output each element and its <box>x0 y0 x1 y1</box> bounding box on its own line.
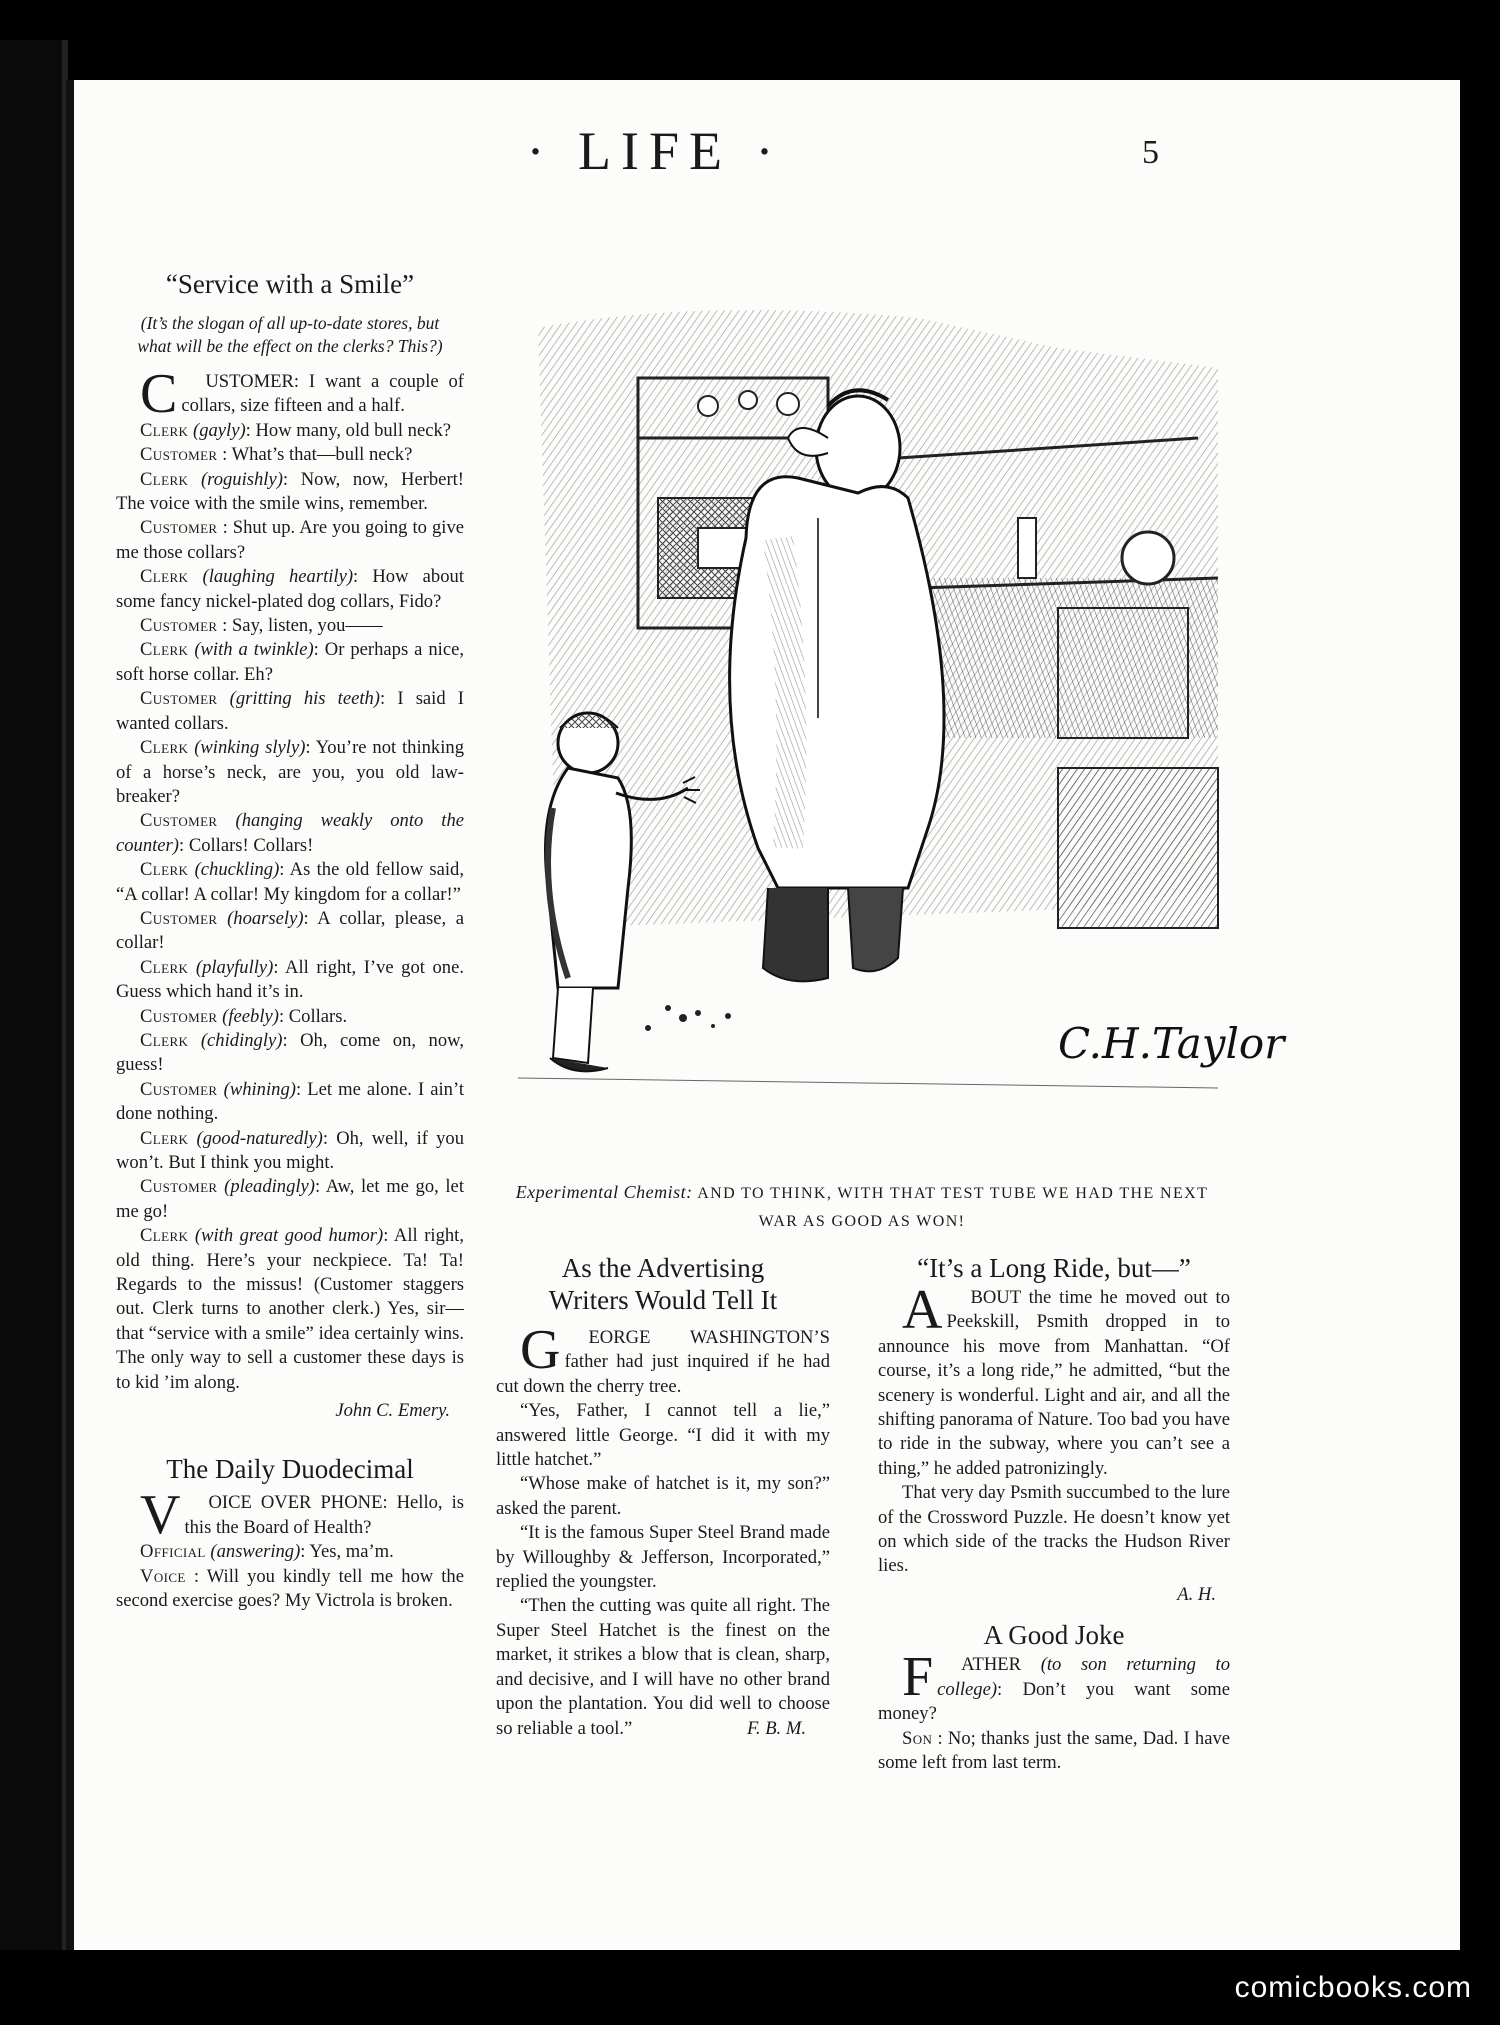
dialogue-line <box>116 1005 464 1029</box>
dialogue-line <box>116 956 464 1005</box>
dialogue-line <box>116 443 464 467</box>
dialogue-text: : A collar, please, a collar! <box>116 907 464 954</box>
speaker-name: Customer <box>140 1078 218 1100</box>
article-paragraph <box>878 1646 1230 1726</box>
article-title-advertising: As the Advertising Writers Would Tell It <box>548 1253 778 1315</box>
masthead: · LIFE · <box>526 121 784 181</box>
dialogue-text: : No; thanks just the same, Dad. I have some left from last term. <box>878 1727 1231 1773</box>
paragraph-list <box>878 1481 1230 1579</box>
column-middle <box>496 1252 830 1741</box>
dialogue-text: : What’s that—bull neck? <box>222 444 413 466</box>
speaker-name: Clerk <box>140 1127 189 1149</box>
lead-text: : Hello, is this the Board of Health? <box>184 1492 464 1538</box>
stage-direction: (good-naturedly) <box>196 1127 323 1149</box>
speaker-name: Customer <box>140 1005 218 1027</box>
lead-text: : Don’t you want some money? <box>878 1678 1230 1725</box>
page-edge-shadow <box>0 40 68 1950</box>
dialogue-list <box>878 1727 1230 1776</box>
article-paragraph: “It is the famous Super Steel Brand made by Willoughby & Jefferson, Incorporated,” replied the youngster. <box>496 1522 830 1593</box>
speaker-name: Customer <box>140 907 218 929</box>
speaker-name: Clerk <box>140 1029 189 1051</box>
speaker-name: Clerk <box>140 737 189 759</box>
speaker-name: Customer <box>140 1176 218 1198</box>
speaker-name: Son <box>902 1727 933 1749</box>
dialogue-line <box>116 1540 464 1564</box>
article-paragraph <box>116 363 464 425</box>
article-paragraph: “Yes, Father, I cannot tell a lie,” answered little George. “I did it with my little hatchet.” <box>496 1400 830 1471</box>
speaker-name: Voice <box>140 1565 186 1587</box>
dialogue-text: : I said I wanted collars. <box>116 688 465 734</box>
dialogue-line <box>116 1175 464 1224</box>
stage-direction: (to son returning to college) <box>937 1654 1230 1700</box>
lead-text: : I want a couple of collars, size fifteen and a half. <box>181 371 464 417</box>
paragraph-list <box>496 1399 830 1741</box>
lead-caps: OICE OVER PHONE <box>208 1492 383 1514</box>
speaker-name: Clerk <box>140 639 189 661</box>
lead-text: father had just inquired if he had cut down the cherry tree. <box>496 1351 830 1397</box>
speaker-name: Official <box>140 1541 206 1563</box>
dialogue-line <box>116 468 464 517</box>
illustration-caption <box>494 1178 1230 1236</box>
dialogue-line <box>116 736 464 809</box>
dialogue-text: : Say, listen, you—— <box>222 615 383 637</box>
speaker-name: Clerk <box>140 566 189 588</box>
dialogue-line <box>116 638 464 687</box>
article-paragraph: “Then the cutting was quite all right. The Super Steel Hatchet is the finest on the market, it strikes a blow that is clean, sharp, and decisive, and I will have no other brand upon the plantation. You did well to choose so reliable a tool.” <box>496 1595 830 1739</box>
speaker-name: Clerk <box>140 956 189 978</box>
dialogue-text: : Collars! Collars! <box>179 834 314 856</box>
drop-cap: G <box>520 1319 561 1381</box>
speaker-name: Clerk <box>140 468 189 490</box>
dialogue-text: : Yes, ma’m. <box>300 1541 394 1563</box>
dialogue-line <box>116 565 464 614</box>
dialogue-line <box>116 907 464 956</box>
dialogue-line <box>116 419 464 443</box>
dialogue-text: : Let me alone. I ain’t done nothing. <box>116 1078 464 1125</box>
dialogue-line <box>116 614 464 638</box>
speaker-name: Customer <box>140 517 218 539</box>
dialogue-text: : Or perhaps a nice, soft horse collar. Eh? <box>116 639 464 685</box>
lead-caps: ATHER <box>961 1654 1022 1676</box>
speaker-name: Clerk <box>140 1225 189 1247</box>
speaker-name: Customer <box>140 615 218 637</box>
lead-caps: EORGE WASHINGTON’S <box>588 1327 830 1348</box>
dialogue-line <box>116 1224 464 1395</box>
stage-direction: (chuckling) <box>194 859 280 881</box>
dialogue-line <box>878 1727 1230 1776</box>
speaker-name: Customer <box>140 688 218 710</box>
dialogue-text: : Oh, well, if you won’t. But I think you might. <box>116 1127 464 1173</box>
speaker-name: Customer <box>140 444 218 466</box>
dialogue-line <box>116 516 464 565</box>
article-paragraph: That very day Psmith succumbed to the lure of the Crossword Puzzle. He doesn’t know yet on which side of the tracks the Hudson River lies. <box>878 1482 1230 1577</box>
dialogue-line <box>116 858 464 907</box>
article-paragraph: “Whose make of hatchet is it, my son?” asked the parent. <box>496 1473 830 1519</box>
dialogue-text: : How many, old bull neck? <box>245 419 452 441</box>
drop-cap: V <box>140 1484 181 1547</box>
dialogue-line <box>116 687 464 736</box>
stage-direction: (gayly) <box>193 419 246 441</box>
stage-direction: (playfully) <box>195 956 274 978</box>
dialogue-text: : As the old fellow said, “A collar! A collar! My kingdom for a collar!” <box>116 859 464 905</box>
stage-direction: (feebly) <box>222 1005 279 1027</box>
stage-direction: (with a twinkle) <box>194 639 314 661</box>
article-paragraph <box>116 1484 464 1547</box>
artist-signature: C.H.Taylor <box>1058 1019 1285 1068</box>
dialogue-text: : Now, now, Herbert! The voice with the smile wins, remember. <box>116 468 464 515</box>
stage-direction: (gritting his teeth) <box>229 688 381 710</box>
dialogue-text: : How about some fancy nickel-plated dog collars, Fido? <box>116 566 464 612</box>
article-title-good-joke: A Good Joke <box>983 1620 1125 1651</box>
speaker-name: Clerk <box>140 859 189 881</box>
lead-caps: BOUT <box>970 1287 1021 1308</box>
dialogue-text: : All right, I’ve got one. Guess which hand it’s in. <box>116 956 464 1003</box>
dialogue-text: : Collars. <box>278 1005 348 1027</box>
article-title-duodecimal: The Daily Duodecimal <box>166 1454 414 1485</box>
article-title-long-ride: “It’s a Long Ride, but—” <box>917 1253 1191 1283</box>
article-title-service: “Service with a Smile” <box>165 269 415 299</box>
dialogue-line <box>116 1565 464 1614</box>
dialogue-line <box>116 809 464 858</box>
dialogue-list <box>116 419 464 1395</box>
drop-cap: A <box>902 1279 943 1341</box>
lead-text: the time he moved out to Peekskill, Psmith dropped in to announce his move from Manhattan. “Of course, it’s a long ride,” he admitted, “but the scenery is wonderful. Light and air, and all the shifting panorama of Nature. Too bad you have to ride in the subway, where you can’t see a thing,” he added patronizingly. <box>878 1287 1230 1479</box>
stage-direction: (hoarsely) <box>227 907 304 929</box>
dialogue-line <box>116 1078 464 1127</box>
dialogue-text: : You’re not thinking of a horse’s neck, are you, you old law-breaker? <box>116 737 464 807</box>
dialogue-text: : All right, old thing. Here’s your neckpiece. Ta! Ta! Regards to the missus! (Customer staggers out. Clerk turns to another clerk.) Yes, sir—that “service with a smile” idea certainly wins. The only way to sell a customer these days is to kid ’im along. <box>116 1225 464 1393</box>
stage-direction: (roguishly) <box>200 468 283 490</box>
dialogue-text: : Will you kindly tell me how the second exercise goes? My Victrola is broken. <box>116 1565 464 1612</box>
speaker-name: Customer <box>140 810 218 832</box>
speaker-name: Clerk <box>140 419 189 441</box>
stage-direction: (hanging weakly onto the counter) <box>116 810 464 856</box>
dialogue-line <box>116 1029 464 1078</box>
cartoon-illustration <box>498 288 1285 1168</box>
dialogue-list <box>116 1540 464 1613</box>
stage-direction: (pleadingly) <box>224 1176 315 1198</box>
column-left <box>116 268 464 1614</box>
dialogue-text: : Oh, come on, now, guess! <box>116 1029 464 1076</box>
caption-speaker: Experimental Chemist: <box>515 1182 693 1202</box>
article-paragraph <box>878 1279 1230 1481</box>
column-right <box>878 1252 1230 1775</box>
stage-direction: (winking slyly) <box>194 737 306 759</box>
dialogue-text: : Aw, let me go, let me go! <box>116 1176 464 1222</box>
article-subtitle-service: (It’s the slogan of all up-to-date stores, but what will be the effect on the clerks? This?) <box>137 313 443 356</box>
article-signature: A. H. <box>1177 1583 1216 1605</box>
stage-direction: (whining) <box>223 1078 296 1100</box>
stage-direction: (with great good humor) <box>194 1225 384 1247</box>
dialogue-line <box>116 1127 464 1176</box>
drop-cap: F <box>902 1646 934 1709</box>
drop-cap: C <box>140 363 178 425</box>
article-paragraph <box>496 1319 830 1399</box>
caption-text: AND TO THINK, WITH THAT TEST TUBE WE HAD THE NEXT WAR AS GOOD AS WON! <box>697 1185 1209 1230</box>
stage-direction: (laughing heartily) <box>202 566 354 588</box>
article-signature: John C. Emery. <box>335 1400 450 1422</box>
dialogue-text: : Shut up. Are you going to give me those collars? <box>116 517 464 563</box>
lead-caps: USTOMER <box>205 371 294 392</box>
stage-direction: (answering) <box>210 1541 301 1563</box>
article-signature: F. B. M. <box>746 1717 806 1739</box>
page-number: 5 <box>1142 134 1159 171</box>
watermark: comicbooks.com <box>1234 1971 1472 2004</box>
stage-direction: (chidingly) <box>200 1029 283 1051</box>
